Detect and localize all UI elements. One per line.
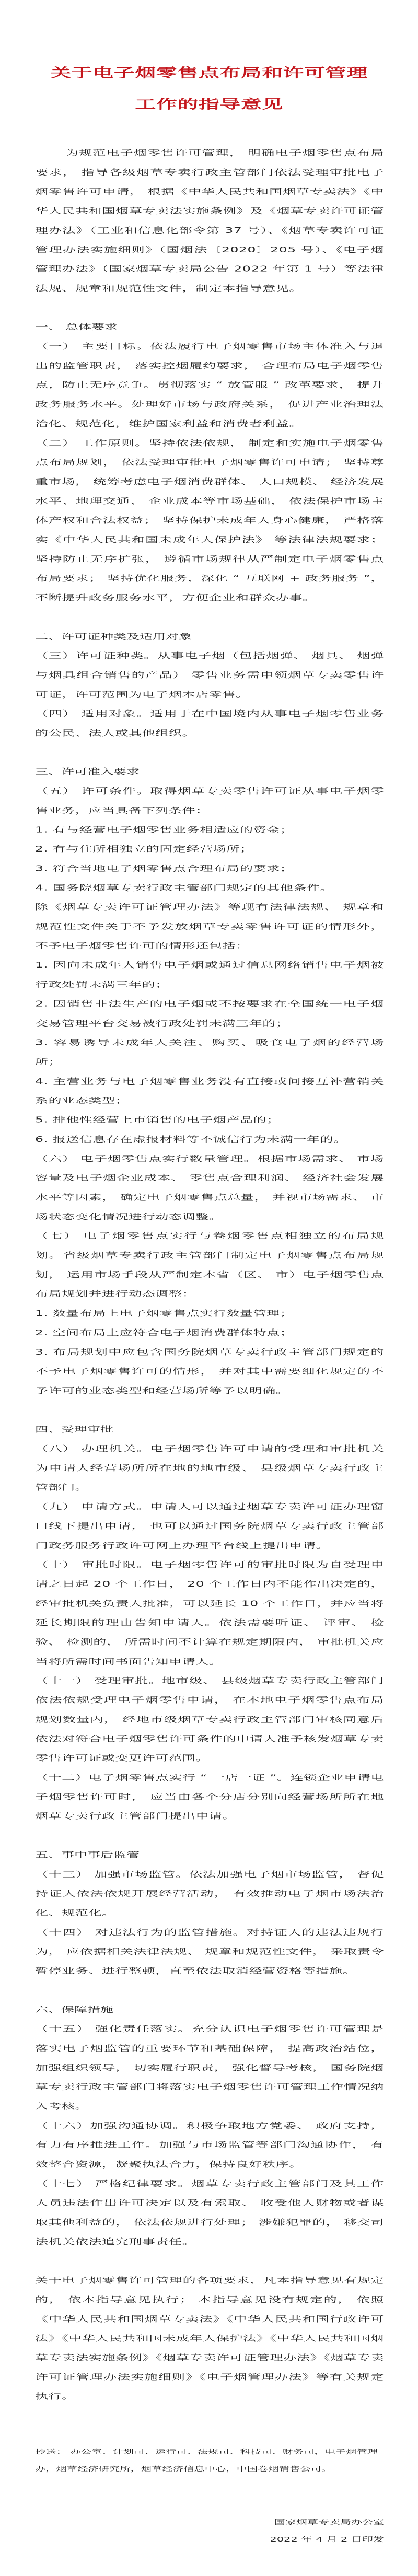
list-item: 3. 符合当地电子烟零售点合理布局的要求； [35, 864, 294, 873]
list-item: 2. 有与住所相独立的固定经营场所； [35, 844, 253, 854]
signature-block [35, 2513, 384, 2548]
list-item: 4. 国务院烟草专卖行政主管部门规定的其他条件。 [35, 883, 334, 893]
paragraph: （四） 适用对象。适用于在中国境内从事电子烟零售业务的公民、法人或其他组织。 [35, 709, 384, 738]
paragraph: （十四） 对违法行为的监管措施。对持证人的违法违规行为， 应依据相关法律法规、 规章和规范性文件， 采取责令暂停业务、进行整顿，直至依法取消经营资格等措施。 [35, 1927, 384, 1976]
cc-list: 抄送： 办公室、计划司、运行司、法规司、科技司、财务司，电子烟管理办，烟草经济研究所，烟草经济信息中心，中国卷烟销售公司。 [35, 2447, 378, 2473]
paragraph: （十二）电子烟零售点实行 “ 一店一证 ”。连锁企业申请电子烟零售许可时， 应当由各个分店分别向经营场所所在地烟草专卖行政主管部门提出申请。 [35, 1773, 384, 1821]
paragraph: （十七） 严格纪律要求。烟草专卖行政主管部门及其工作人员违法作出许可决定以及有索取、 收受他人财物或者谋取其他利益的， 依法依规进行处理； 涉嫌犯罪的， 移交司法机关依法追究刑事责任。 [35, 2179, 384, 2246]
paragraph: （五） 许可条件。取得烟草专卖零售许可证从事电子烟零售业务，应当具备下列条件： [35, 786, 384, 815]
paragraph: （八） 办理机关。电子烟零售许可申请的受理和审批机关为申请人经营场所所在地的地市级、 县级烟草专卖行政主管部门。 [35, 1444, 384, 1492]
list-item: 3. 容易诱导未成年人关注、购买、吸食电子烟的经营场所； [35, 1038, 384, 1067]
list-item: 3. 布局规划中应包含国务院烟草专卖行政主管部门规定的不予电子烟零售许可的情形， 并对其中需要细化规定的不予许可的业态类型和经营场所等予以明确。 [35, 1347, 384, 1395]
section-heading: 四、受理审批 [35, 1425, 114, 1434]
section-heading: 三、许可准入要求 [35, 767, 140, 776]
paragraph: （十六）加强沟通协调。积极争取地方党委、 政府支持， 有力有序推进工作。加强与市场监管等部门沟通协作， 有效整合资源，凝聚执法合力，保持良好秩序。 [35, 2120, 384, 2169]
paragraph: （一） 主要目标。依法履行电子烟零售市场主体准入与退出的监管职责， 落实控烟履约要求， 合理布局电子烟零售点，防止无序竞争。贯彻落实 “ 放管服 ” 改革要求， 提升政务服务水平。处理好市场与政府关系， 促进产业治理法治化、规范化，维护国家利益和消费者利益。 [35, 342, 384, 428]
paragraph: （七） 电子烟零售点实行与卷烟零售点相独立的布局规划。省级烟草专卖行政主管部门制定电子烟零售点布局规划， 运用市场手段从严制定本省（区、 市）电子烟零售点布局规划并进行动态调整： [35, 1231, 384, 1299]
section-heading: 二、许可证种类及适用对象 [35, 632, 192, 641]
paragraph: （十五） 强化责任落实。充分认识电子烟零售许可管理是落实电子烟监管的重要环节和基础保障， 提高政治站位， 加强组织领导， 切实履行职责， 强化督导考核， 国务院烟草专卖行政主管部门将落实电子烟零售许可管理工作情况纳入考核。 [35, 2024, 384, 2111]
document-title [0, 0, 418, 120]
title-line-2: 工作的指导意见 [135, 97, 283, 112]
list-item: 1. 有与经营电子烟零售业务相适应的资金； [35, 825, 294, 834]
list-item: 4. 主营业务与电子烟零售业务没有直接或间接互补营销关系的业态类型； [35, 1076, 384, 1105]
paragraph: （六） 电子烟零售点实行数量管理。根据市场需求、 市场容量及电子烟企业成本、 零售点合理利润、 经济社会发展水平等因素， 确定电子烟零售点总量， 并视市场需求、 市场状态变化情况进行动态调整。 [35, 1153, 384, 1221]
paragraph: （二） 工作原则。坚持依法依规， 制定和实施电子烟零售点布局规划， 依法受理审批电子烟零售许可申请； 坚持尊重市场， 统筹考虑电子烟消费群体、 人口规模、 经济发展水平、地理交通、 企业成本等市场基础， 依法保护市场主体产权和合法权益； 坚持保护未成年人身心健康， 严格落实《中华人民共和国未成年人保护法》 等法律法规要求； 坚持防止无序扩张， 遵循市场规律从严制定电子烟零售点布局要求； 坚持优化服务，深化 “ 互联网 + 政务服务 ”，不断提升政务服务水平，方便企业和群众办事。 [35, 438, 384, 602]
closing-paragraph: 关于电子烟零售许可管理的各项要求，凡本指导意见有规定的， 依本指导意见执行； 本指导意见没有规定的， 依照《中华人民共和国烟草专卖法》《中华人民共和国行政许可法》《中华人民共和国未成年人保护法》《中华人民共和国烟草专卖法实施条例》《烟草专卖许可证管理办法》《烟草专卖许可证管理办法实施细则》《电子烟管理办法》等有关规定执行。 [35, 2276, 384, 2401]
title-line-1: 关于电子烟零售点布局和许可管理 [50, 66, 368, 80]
list-item: 6. 报送信息存在虚报材料等不诚信行为未满一年的。 [35, 1134, 347, 1144]
section-heading: 六、保障措施 [35, 2004, 114, 2014]
section-heading: 五、事中事后监管 [35, 1850, 140, 1860]
list-item: 2. 因销售非法生产的电子烟或不按要求在全国统一电子烟交易管理平台交易被行政处罚未满三年的； [35, 999, 384, 1028]
paragraph: （九） 申请方式。申请人可以通过烟草专卖许可证办理窗口线下提出申请， 也可以通过国务院烟草专卖行政主管部门政务服务行政许可网上办理平台线上提出申请。 [35, 1502, 384, 1550]
issue-date: 2022 年 4 月 2 日印发 [270, 2535, 384, 2543]
paragraph: （十） 审批时限。电子烟零售许可的审批时限为自受理申请之日起 20 个工作日， 20 个工作日内不能作出决定的，经审批机关负责人批准，可以延长 10 个工作日，并应当将延长期限的理由告知申请人。依法需要听证、 评审、 检验、 检测的， 所需时间不计算在规定期限内， 审批机关应当将所需时间书面告知申请人。 [35, 1560, 384, 1666]
section-heading: 一、 总体要求 [35, 322, 118, 332]
list-item: 5. 排他性经营上市销售的电子烟产品的； [35, 1115, 280, 1125]
list-item: 2. 空间布局上应符合电子烟消费群体特点； [35, 1328, 294, 1337]
issuer: 国家烟草专卖局办公室 [274, 2518, 384, 2526]
paragraph: （三）许可证种类。从事电子烟（包括烟弹、 烟具、 烟弹与烟具组合销售的产品） 零售业务需申领烟草专卖零售许可证，许可范围为电子烟本店零售。 [35, 651, 384, 699]
list-item: 1. 因向未成年人销售电子烟或通过信息网络销售电子烟被行政处罚未满三年的； [35, 960, 384, 989]
paragraph: （十一） 受理审批。地市级、 县级烟草专卖行政主管部门依法依规受理电子烟零售申请， 在本地电子烟零售点布局规划数量内， 经地市级烟草专卖行政主管部门审核同意后依法对符合电子烟零售许可条件的申请人准予核发烟草专卖零售许可证或变更许可范围。 [35, 1676, 384, 1763]
paragraph: （十三） 加强市场监管。依法加强电子烟市场监管， 督促持证人依法依规开展经营活动， 有效推动电子烟市场法治化、规范化。 [35, 1869, 384, 1918]
document-body [35, 143, 384, 2548]
intro-paragraph: 为规范电子烟零售许可管理， 明确电子烟零售点布局要求， 指导各级烟草专卖行政主管部门依法受理审批电子烟零售许可申请， 根据《中华人民共和国烟草专卖法》《中华人民共和国烟草专卖法实施条例》及《烟草专卖许可证管理办法》（工业和信息化部令第 37 号）、《烟草专卖许可证管理办法实施细则》（国烟法〔2020〕205 号）、《电子烟管理办法》（国家烟草专卖局公告 2022 年第 1 号）等法律法规、规章和规范性文件，制定本指导意见。 [35, 148, 384, 293]
list-item: 1. 数量布局上电子烟零售点实行数量管理； [35, 1309, 294, 1318]
paragraph: 除《烟草专卖许可证管理办法》等现有法律法规、 规章和规范性文件关于不予发放烟草专卖零售许可证的情形外， 不予电子烟零售许可的情形还包括： [35, 902, 384, 951]
